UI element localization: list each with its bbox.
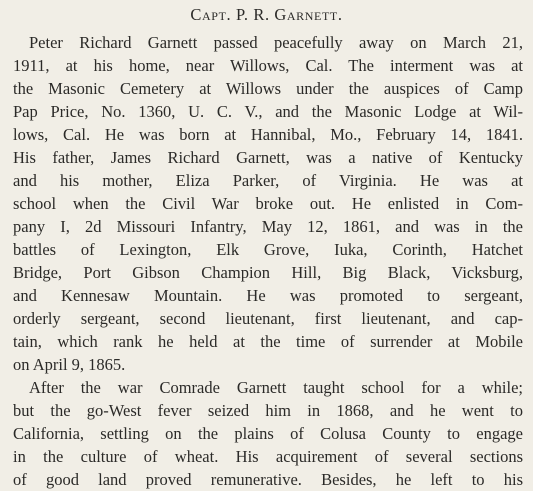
paragraph-line: After the war Comrade Garnett taught school for a while; [29,378,523,397]
paragraph-line: Peter Richard Garnett passed peacefully away on March 21, [29,33,523,52]
paragraph-line: and his mother, Eliza Parker, of Virginia. He was at [13,171,523,190]
paragraph-line: but the go-West fever seized him in 1868, and he went to [13,401,523,420]
paragraph-line: in the culture of wheat. His acquirement of several sections [13,447,523,466]
paragraph-line: of good land proved remunerative. Besides, he left to his [13,470,523,489]
paragraph-line: battles of Lexington, Elk Grove, Iuka, Corinth, Hatchet [13,240,523,259]
paragraph-line: tain, which rank he held at the time of surrender at Mobile [13,332,523,351]
paragraph-line: the Masonic Cemetery at Willows under the auspices of Camp [13,79,523,98]
article-title: Capt. P. R. Garnett. [190,5,343,24]
paragraph-line: His father, James Richard Garnett, was a native of Kentucky [13,148,523,167]
paragraph-line: California, settling on the plains of Colusa County to engage [13,424,523,443]
paragraph-line: orderly sergeant, second lieutenant, first lieutenant, and cap- [13,309,523,328]
paragraph-line: and Kennesaw Mountain. He was promoted to sergeant, [13,286,523,305]
paragraph-line: Pap Price, No. 1360, U. C. V., and the Masonic Lodge at Wil- [13,102,523,121]
paragraph-line: on April 9, 1865. [13,355,126,374]
paragraph-line: Bridge, Port Gibson Champion Hill, Big Black, Vicksburg, [13,263,523,282]
paragraph-line: pany I, 2d Missouri Infantry, May 12, 1861, and was in the [13,217,523,236]
paragraph-line: school when the Civil War broke out. He enlisted in Com- [13,194,523,213]
paragraph-line: 1911, at his home, near Willows, Cal. The interment was at [13,56,523,75]
paragraph-line: lows, Cal. He was born at Hannibal, Mo., February 14, 1841. [13,125,523,144]
